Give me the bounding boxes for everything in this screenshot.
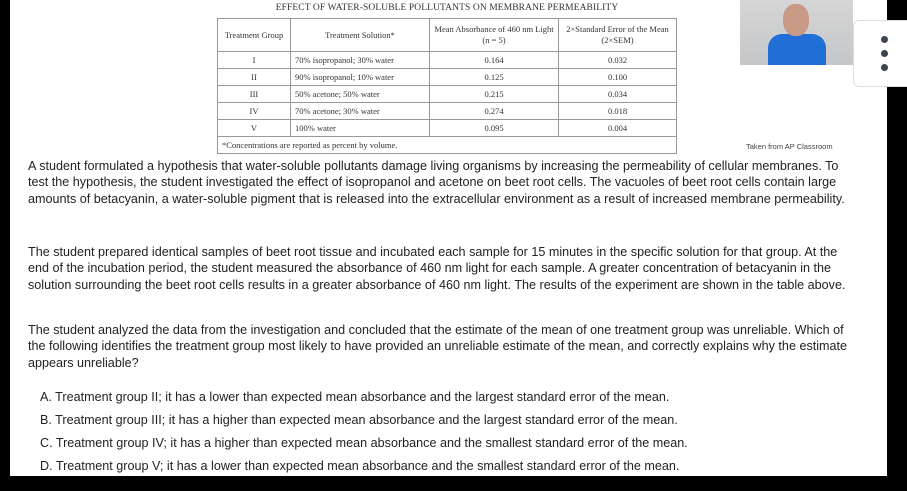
cell-solution: 70% acetone; 30% water [291,103,430,120]
cell-mean: 0.095 [430,120,559,137]
table-footnote: *Concentrations are reported as percent by volume. [218,137,677,154]
answer-option-a[interactable]: A. Treatment group II; it has a lower than expected mean absorbance and the largest standard error of the mean. [40,390,670,404]
source-credit: Taken from AP Classroom [746,142,833,151]
more-options-icon [881,50,888,57]
presenter-head [783,4,809,36]
cell-solution: 100% water [291,120,430,137]
cell-mean: 0.215 [430,86,559,103]
answer-option-d[interactable]: D. Treatment group V; it has a lower than expected mean absorbance and the smallest standard error of the mean. [40,459,680,473]
cell-solution: 70% isopropanol; 30% water [291,52,430,69]
cell-sem: 0.100 [559,69,677,86]
cell-group: IV [218,103,291,120]
answer-option-c[interactable]: C. Treatment group IV; it has a higher than expected mean absorbance and the smallest standard error of the mean. [40,436,688,450]
cell-sem: 0.032 [559,52,677,69]
cell-solution: 90% isopropanol; 10% water [291,69,430,86]
answer-option-b[interactable]: B. Treatment group III; it has a higher than expected mean absorbance and the largest standard error of the mean. [40,413,678,427]
header-sem: 2×Standard Error of the Mean (2×SEM) [559,19,677,52]
table-row [218,120,677,137]
cell-mean: 0.274 [430,103,559,120]
table-header-row [218,19,677,52]
cell-mean: 0.125 [430,69,559,86]
table-row [218,103,677,120]
header-solution: Treatment Solution* [291,19,430,52]
paragraph-procedure: The student prepared identical samples of beet root tissue and incubated each sample for 15 minutes in the specific solution for that group. At the end of the incubation period, the student measured the absorbance of 460 nm light for each sample. A greater concentration of betacyanin in the solution surrounding the beet root cells results in a greater absorbance of 460 nm light. The results of the experiment are shown in the table above. [28,245,846,292]
table-title: EFFECT OF WATER-SOLUBLE POLLUTANTS ON MEMBRANE PERMEABILITY [275,3,619,13]
cell-sem: 0.034 [559,86,677,103]
table-footnote-row [218,137,677,154]
table-row [218,52,677,69]
more-options-icon [881,64,888,71]
header-mean: Mean Absorbance of 460 nm Light (n = 5) [430,19,559,52]
cell-group: I [218,52,291,69]
cell-solution: 50% acetone; 50% water [291,86,430,103]
cell-sem: 0.018 [559,103,677,120]
results-table [217,18,677,154]
more-options-icon [881,36,888,43]
cell-group: II [218,69,291,86]
cell-sem: 0.004 [559,120,677,137]
header-group: Treatment Group [218,19,291,52]
webcam-video [740,0,853,65]
table-row [218,86,677,103]
cell-group: III [218,86,291,103]
table-row [218,69,677,86]
presenter-shirt [768,34,826,65]
cell-group: V [218,120,291,137]
more-options-button[interactable] [853,20,907,87]
paragraph-question: The student analyzed the data from the investigation and concluded that the estimate of the mean of one treatment group was unreliable. Which of the following identifies the treatment group most likely to have provided an unreliable estimate of the mean, and correctly explains why the estimate appears unreliable? [28,323,848,370]
cell-mean: 0.164 [430,52,559,69]
paragraph-hypothesis: A student formulated a hypothesis that water-soluble pollutants damage living organisms by increasing the permeability of cellular membranes. To test the hypothesis, the student investigated the effect of isopropanol and acetone on beet root cells. The vacuoles of beet root cells contain large amounts of betacyanin, a water-soluble pigment that is released into the extracellular environment as a result of increased membrane permeability. [28,159,845,206]
